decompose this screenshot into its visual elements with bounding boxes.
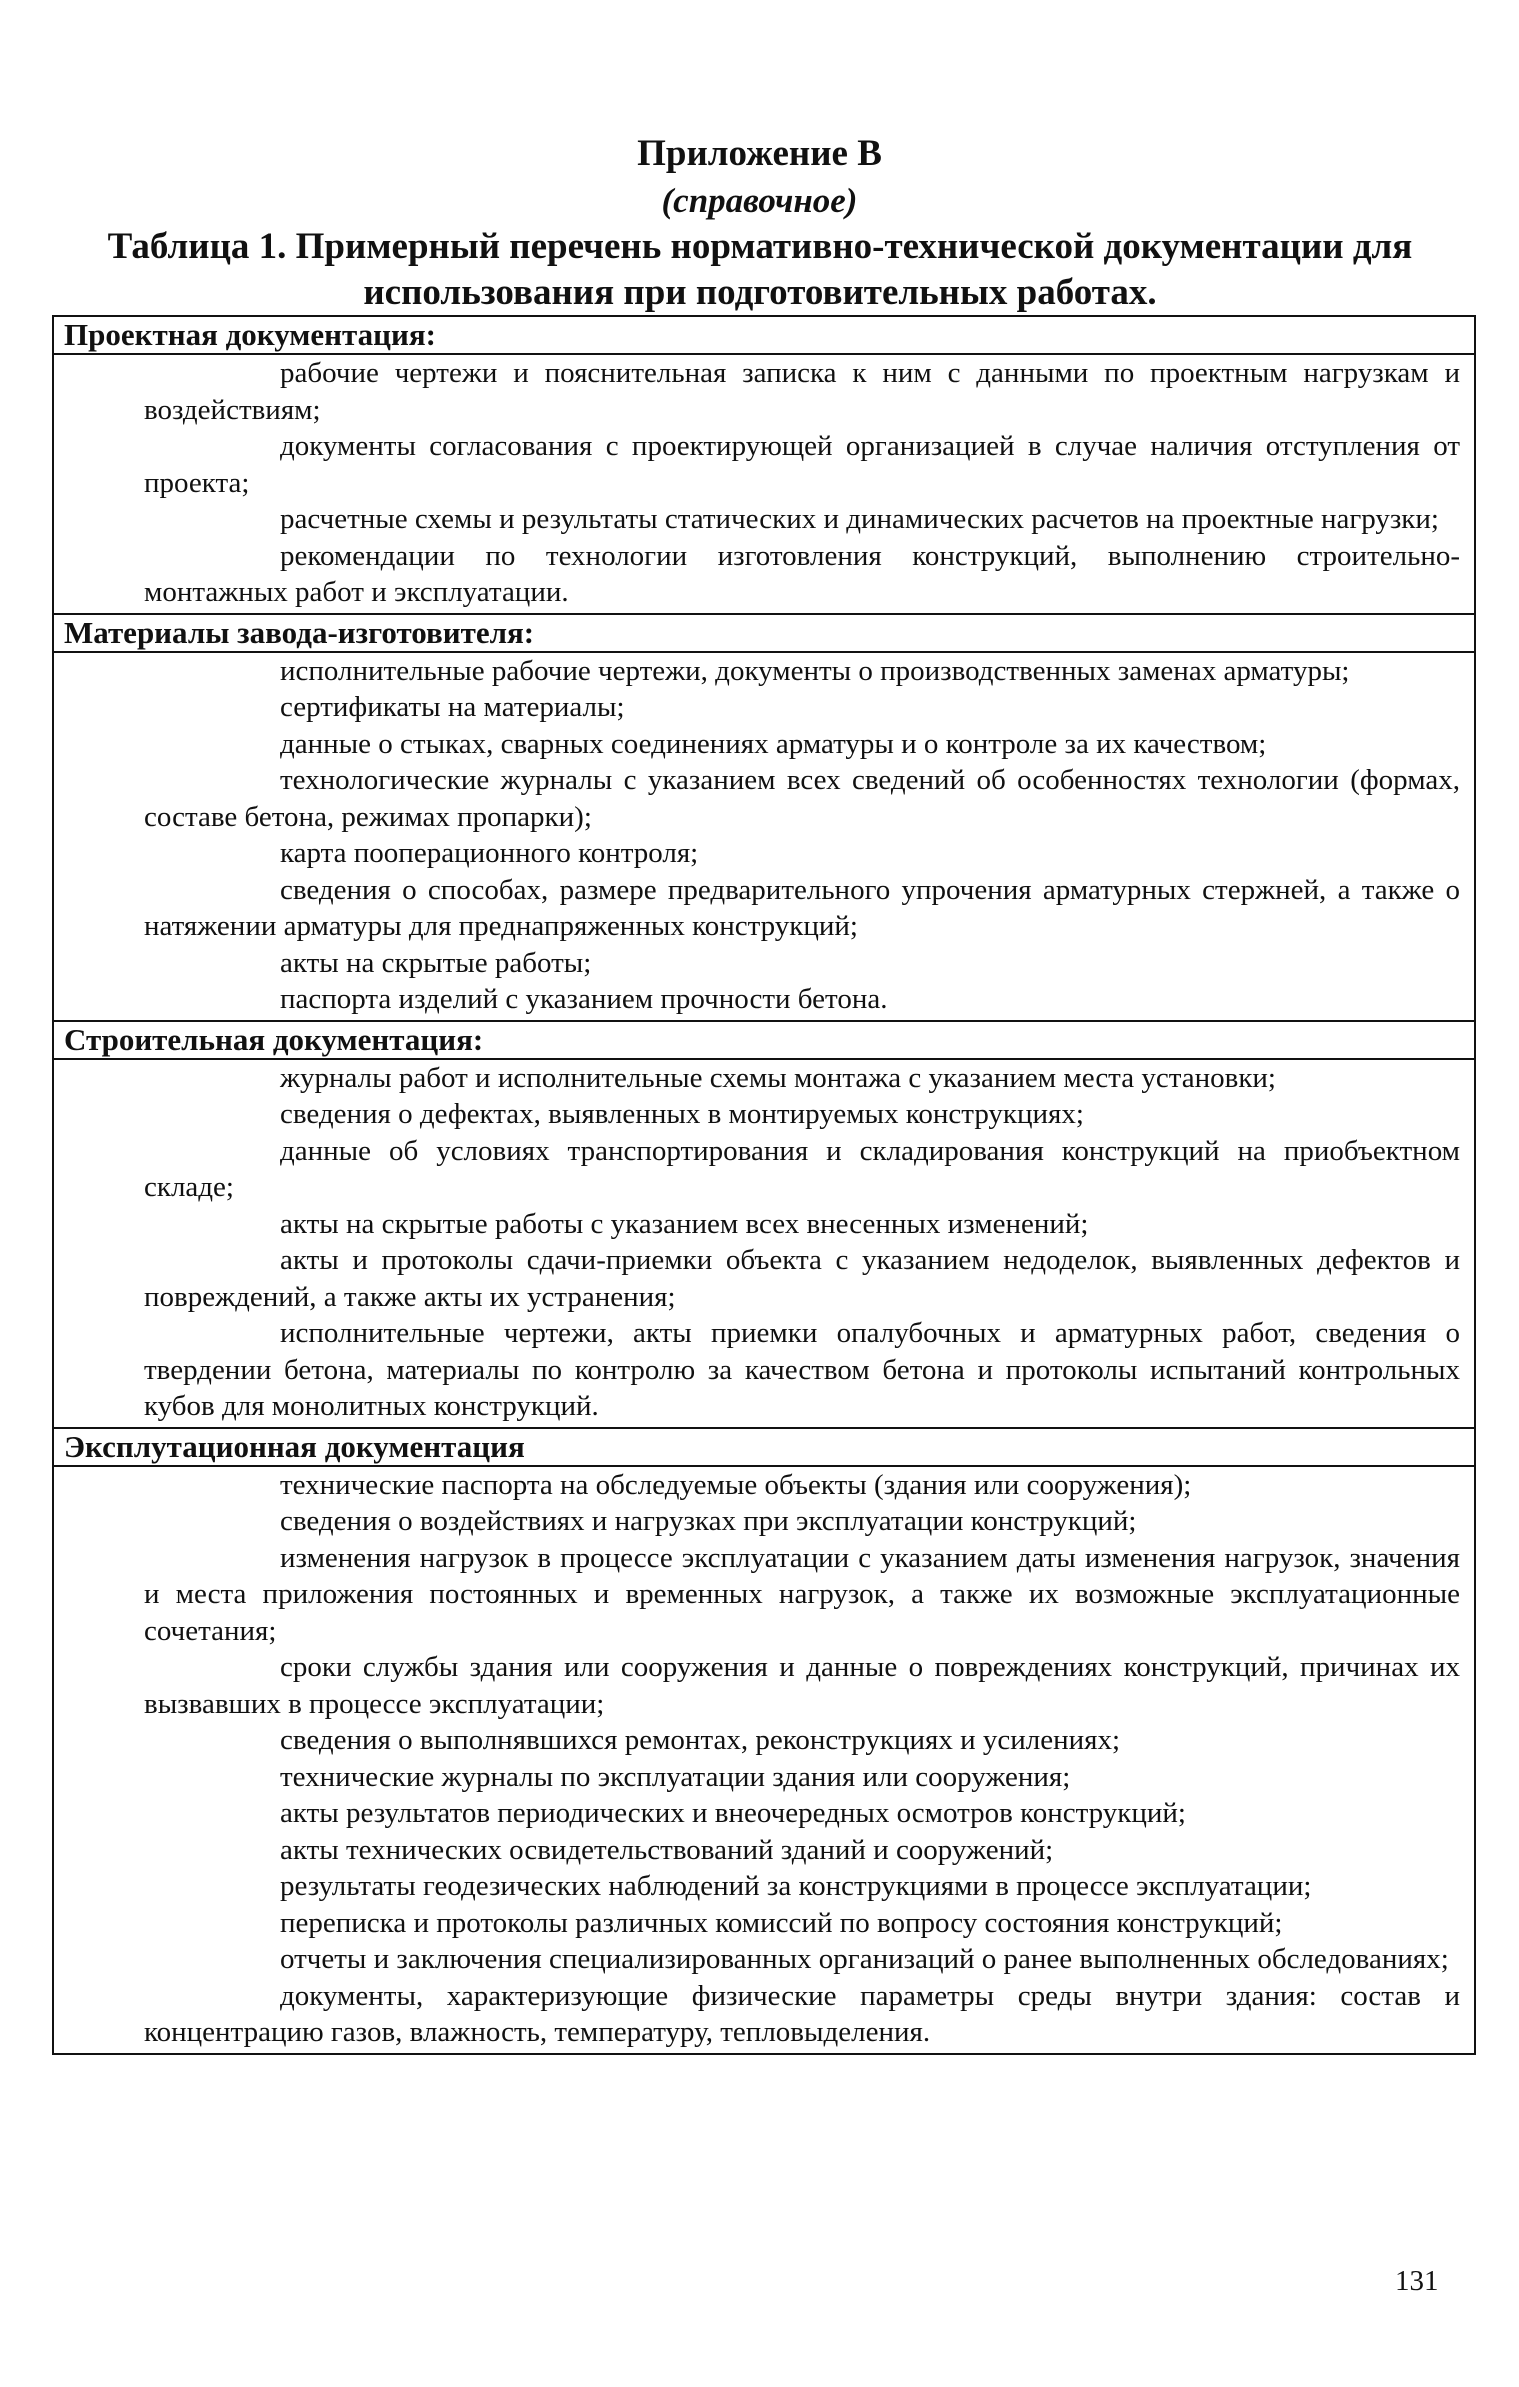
section-header-operation: Эксплутационная документация xyxy=(54,1429,1474,1467)
list-item: документы, характеризующие физические параметры среды внутри здания: состав и концентрацию газов, влажность, температуру, тепловыделения. xyxy=(144,1979,1460,2048)
list-item: рекомендации по технологии изготовления конструкций, выполнению строительно-монтажных работ и эксплуатации. xyxy=(144,539,1460,608)
section-body-project xyxy=(54,355,1474,615)
list-item: расчетные схемы и результаты статических и динамических расчетов на проектные нагрузки; xyxy=(280,503,1439,535)
appendix-status: (справочное) xyxy=(661,181,858,220)
section-body-factory xyxy=(54,653,1474,1022)
list-item: сведения о дефектах, выявленных в монтируемых конструкциях; xyxy=(280,1098,1084,1130)
list-item: результаты геодезических наблюдений за конструкциями в процессе эксплуатации; xyxy=(280,1870,1312,1902)
documentation-table xyxy=(52,315,1476,2055)
list-item: изменения нагрузок в процессе эксплуатации с указанием даты изменения нагрузок, значения и места приложения постоянных и временных нагрузок, а также их возможные эксплуатационные сочетания; xyxy=(144,1541,1460,1647)
list-item: исполнительные рабочие чертежи, документы о производственных заменах арматуры; xyxy=(280,654,1350,687)
list-item: журналы работ и исполнительные схемы монтажа с указанием места установки; xyxy=(280,1061,1276,1094)
section-header-construction: Строительная документация: xyxy=(54,1022,1474,1060)
list-item: технические журналы по эксплуатации здания или сооружения; xyxy=(280,1760,1071,1793)
section-header-factory: Материалы завода-изготовителя: xyxy=(54,615,1474,653)
list-item: данные о стыках, сварных соединениях арматуры и о контроле за их качеством; xyxy=(280,727,1267,760)
list-item: акты технических освидетельствований зданий и сооружений; xyxy=(280,1833,1054,1866)
section-body-operation xyxy=(54,1467,1474,2053)
section-header-project: Проектная документация: xyxy=(54,317,1474,355)
page-number: 131 xyxy=(1395,2265,1439,2297)
list-item: сведения о воздействиях и нагрузках при эксплуатации конструкций; xyxy=(280,1505,1137,1537)
list-item: карта пооперационного контроля; xyxy=(280,837,699,869)
list-item: акты на скрытые работы с указанием всех внесенных изменений; xyxy=(280,1207,1089,1240)
list-item: сведения о выполнявшихся ремонтах, реконструкциях и усилениях; xyxy=(280,1724,1121,1756)
appendix-title: Приложение В xyxy=(637,133,882,174)
list-item: акты на скрытые работы; xyxy=(280,946,592,979)
section-body-construction xyxy=(54,1060,1474,1429)
list-item: переписка и протоколы различных комиссий по вопросу состояния конструкций; xyxy=(280,1906,1283,1939)
list-item: рабочие чертежи и пояснительная записка к ним с данными по проектным нагрузкам и воздействиям; xyxy=(144,357,1460,426)
list-item: акты и протоколы сдачи-приемки объекта с указанием недоделок, выявленных дефектов и повреждений, а также акты их устранения; xyxy=(144,1244,1460,1313)
list-item: отчеты и заключения специализированных организаций о ранее выполненных обследованиях; xyxy=(280,1943,1449,1975)
list-item: технологические журналы с указанием всех сведений об особенностях технологии (формах, составе бетона, режимах пропарки); xyxy=(144,764,1460,833)
list-item: сертификаты на материалы; xyxy=(280,691,625,723)
list-item: данные об условиях транспортирования и складирования конструкций на приобъектном складе; xyxy=(144,1134,1460,1203)
list-item: акты результатов периодических и внеочередных осмотров конструкций; xyxy=(280,1797,1186,1829)
list-item: сроки службы здания или сооружения и данные о повреждениях конструкций, причинах их вызвавших в процессе эксплуатации; xyxy=(144,1651,1460,1720)
list-item: сведения о способах, размере предварительного упрочения арматурных стержней, а также о натяжении арматуры для преднапряженных конструкций; xyxy=(144,873,1460,942)
list-item: технические паспорта на обследуемые объекты (здания или сооружения); xyxy=(280,1468,1192,1501)
list-item: паспорта изделий с указанием прочности бетона. xyxy=(280,983,888,1015)
list-item: исполнительные чертежи, акты приемки опалубочных и арматурных работ, сведения о твердении бетона, материалы по контролю за качеством бетона и протоколы испытаний контрольных кубов для монолитных конструкций. xyxy=(144,1317,1460,1422)
list-item: документы согласования с проектирующей организацией в случае наличия отступления от проекта; xyxy=(144,430,1460,499)
table-title: Таблица 1. Примерный перечень нормативно-технической документации для использования при подготовительных работах. xyxy=(107,226,1413,313)
